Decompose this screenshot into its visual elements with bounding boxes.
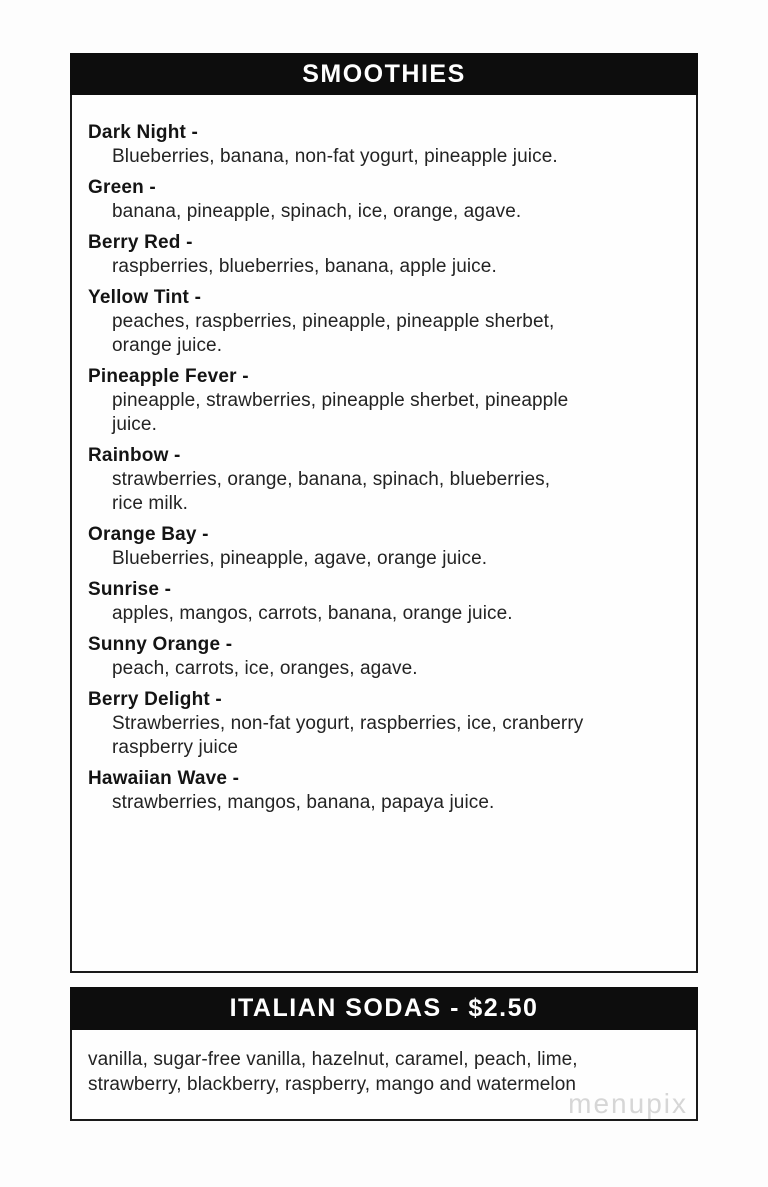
ingredients-line: apples, mangos, carrots, banana, orange juice.: [112, 603, 513, 624]
smoothies-section-body: [70, 95, 698, 973]
ingredients-line: Blueberries, pineapple, agave, orange juice.: [112, 548, 488, 569]
italian-sodas-section-title: ITALIAN SODAS - $2.50: [70, 987, 698, 1030]
ingredients-line: rice milk.: [112, 493, 188, 514]
menu-item-yellow-tint: [88, 286, 678, 358]
item-name: Berry Red -: [88, 232, 193, 253]
menu-item-hawaiian-wave: [88, 767, 678, 815]
ingredients-line: raspberry juice: [112, 737, 239, 758]
ingredients-line: peaches, raspberries, pineapple, pineapple sherbet,: [112, 311, 555, 332]
ingredients-line: peach, carrots, ice, oranges, agave.: [112, 658, 418, 679]
item-name: Rainbow -: [88, 445, 181, 466]
item-name: Sunny Orange -: [88, 634, 233, 655]
ingredients-line: Strawberries, non-fat yogurt, raspberries, ice, cranberry: [112, 713, 584, 734]
item-name: Green -: [88, 177, 156, 198]
ingredients-line: raspberries, blueberries, banana, apple juice.: [112, 256, 497, 277]
smoothies-section-title: SMOOTHIES: [70, 53, 698, 95]
item-ingredients: [88, 602, 678, 626]
item-ingredients: [88, 145, 678, 169]
menupix-watermark: menupix: [568, 1088, 688, 1119]
item-name: Orange Bay -: [88, 524, 209, 545]
item-ingredients: [88, 657, 678, 681]
menu-item-rainbow: [88, 444, 678, 516]
ingredients-line: orange juice.: [112, 335, 223, 356]
item-ingredients: [88, 791, 678, 815]
item-name: Berry Delight -: [88, 689, 222, 710]
menu-item-green: [88, 176, 678, 224]
ingredients-line: Blueberries, banana, non-fat yogurt, pineapple juice.: [112, 146, 558, 167]
soda-flavors-line: strawberry, blackberry, raspberry, mango and watermelon: [88, 1074, 577, 1095]
menu-item-berry-red: [88, 231, 678, 279]
item-ingredients: [88, 712, 678, 760]
ingredients-line: strawberries, mangos, banana, papaya juice.: [112, 792, 495, 813]
smoothies-section: [70, 53, 698, 973]
menu-item-sunrise: [88, 578, 678, 626]
item-ingredients: [88, 389, 678, 437]
item-ingredients: [88, 200, 678, 224]
item-ingredients: [88, 468, 678, 516]
item-name: Hawaiian Wave -: [88, 768, 240, 789]
menu-item-berry-delight: [88, 688, 678, 760]
menu-item-sunny-orange: [88, 633, 678, 681]
menu-item-pineapple-fever: [88, 365, 678, 437]
item-name: Pineapple Fever -: [88, 366, 249, 387]
item-ingredients: [88, 310, 678, 358]
item-ingredients: [88, 547, 678, 571]
italian-sodas-section: [70, 987, 698, 1121]
soda-flavors-line: vanilla, sugar-free vanilla, hazelnut, caramel, peach, lime,: [88, 1049, 578, 1070]
menu-item-dark-night: [88, 121, 678, 169]
item-name: Yellow Tint -: [88, 287, 202, 308]
ingredients-line: strawberries, orange, banana, spinach, blueberries,: [112, 469, 551, 490]
menu-item-orange-bay: [88, 523, 678, 571]
ingredients-line: pineapple, strawberries, pineapple sherbet, pineapple: [112, 390, 569, 411]
ingredients-line: juice.: [112, 414, 157, 435]
item-name: Sunrise -: [88, 579, 172, 600]
italian-sodas-section-body: [70, 1030, 698, 1121]
item-ingredients: [88, 255, 678, 279]
item-name: Dark Night -: [88, 122, 199, 143]
ingredients-line: banana, pineapple, spinach, ice, orange, agave.: [112, 201, 522, 222]
